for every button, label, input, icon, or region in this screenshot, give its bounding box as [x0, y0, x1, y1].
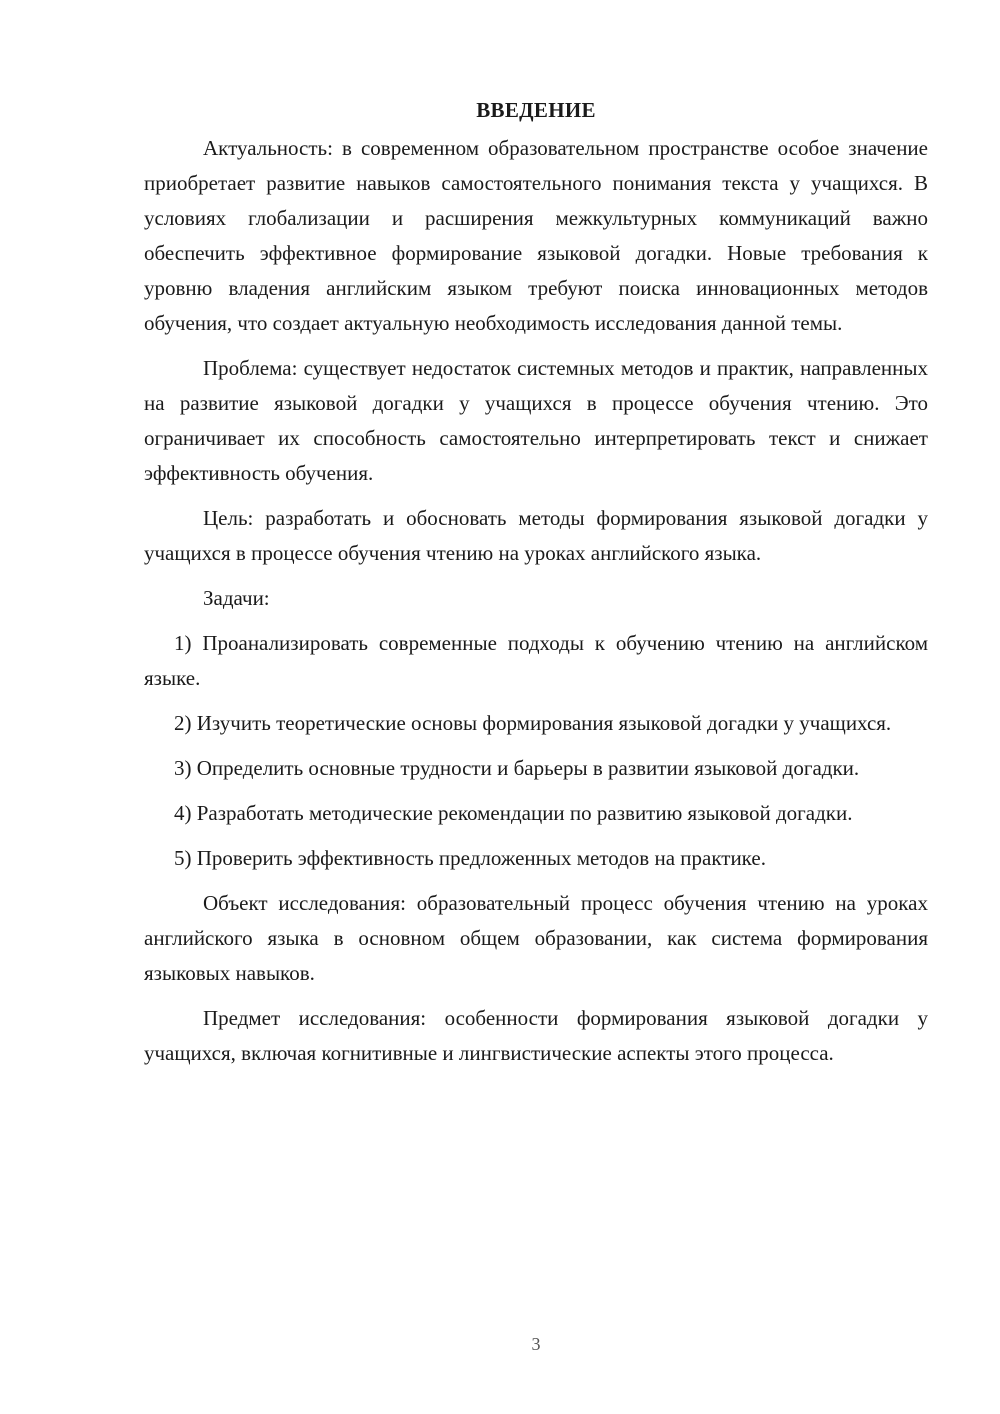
- task-item: 5) Проверить эффективность предложенных методов на практике.: [174, 846, 766, 870]
- problem-paragraph: Проблема: существует недостаток системных методов и практик, направленных на развитие языковой догадки у учащихся в процессе обучения чтению. Это ограничивает их способность самостоятельно интерпретировать текст и снижает эффективность обучения.: [144, 356, 928, 485]
- subject-paragraph: Предмет исследования: особенности формирования языковой догадки у учащихся, включая когнитивные и лингвистические аспекты этого процесса.: [144, 1006, 928, 1065]
- object-paragraph: Объект исследования: образовательный процесс обучения чтению на уроках английского языка в основном общем образовании, как система формирования языковых навыков.: [144, 891, 928, 985]
- page-number: 3: [531, 1334, 541, 1354]
- tasks-label: Задачи:: [203, 586, 270, 610]
- document-page: [144, 95, 928, 1081]
- task-item: 1) Проанализировать современные подходы к обучению чтению на английском языке.: [144, 631, 928, 690]
- task-item: 3) Определить основные трудности и барьеры в развитии языковой догадки.: [174, 756, 860, 780]
- goal-paragraph: Цель: разработать и обосновать методы формирования языковой догадки у учащихся в процессе обучения чтению на уроках английского языка.: [144, 506, 928, 565]
- task-item: 4) Разработать методические рекомендации по развитию языковой догадки.: [174, 801, 853, 825]
- relevance-paragraph: Актуальность: в современном образовательном пространстве особое значение приобретает развитие навыков самостоятельного понимания текста у учащихся. В условиях глобализации и расширения межкультурных коммуникаций важно обеспечить эффективное формирование языковой догадки. Новые требования к уровню владения английским языком требуют поиска инновационных методов обучения, что создает актуальную необходимость исследования данной темы.: [144, 136, 928, 335]
- page-title: ВВЕДЕНИЕ: [476, 98, 596, 122]
- task-item: 2) Изучить теоретические основы формирования языковой догадки у учащихся.: [174, 711, 892, 735]
